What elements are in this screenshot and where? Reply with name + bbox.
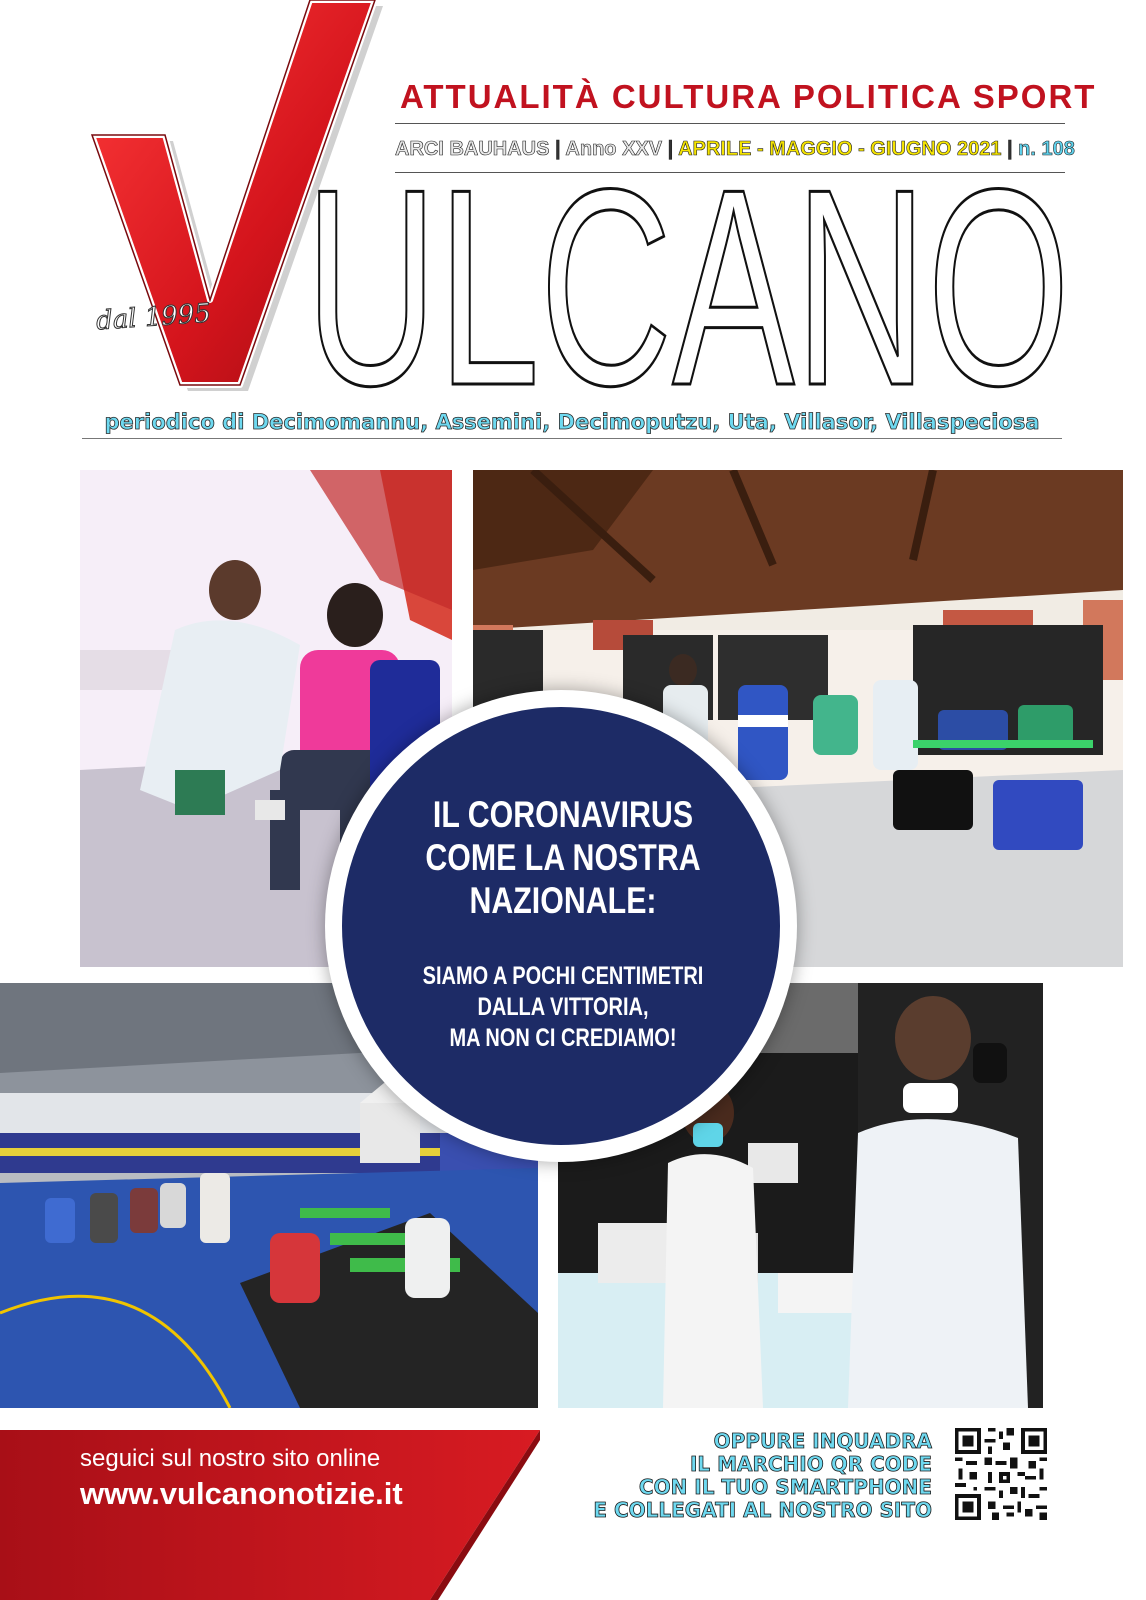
section-tagline: ATTUALITÀ CULTURA POLITICA SPORT: [400, 78, 1097, 115]
publisher-name: ARCI BAUHAUS: [395, 138, 550, 160]
headline-circle: [325, 690, 797, 1162]
issue-line: ARCI BAUHAUS | Anno XXV | APRILE - MAGGIO - GIUGNO 2021 | n. 108: [395, 138, 1075, 160]
since-1995-label: dal 1995: [95, 298, 212, 337]
masthead-rule-top: [395, 123, 1065, 124]
headline-circle-fill: [340, 705, 782, 1147]
subtitle-rule: [82, 438, 1062, 439]
issue-year: Anno XXV: [565, 138, 663, 160]
qr-instruction-line: CON IL TUO SMARTPHONE: [638, 1475, 932, 1499]
headline-line: IL CORONAVIRUS: [432, 794, 694, 835]
headline-subhead: [386, 961, 740, 1054]
headline-line: NAZIONALE:: [469, 880, 657, 921]
qr-instruction-line: IL MARCHIO QR CODE: [689, 1452, 932, 1476]
website-link[interactable]: www.vulcanonotizie.it: [80, 1476, 403, 1511]
vulcano-title: [305, 172, 1075, 402]
subhead-line: DALLA VITTORIA,: [477, 993, 649, 1021]
qr-instruction-line: OPPURE INQUADRA: [713, 1429, 932, 1453]
headline-line: COME LA NOSTRA: [425, 837, 701, 878]
issue-number: n. 108: [1018, 138, 1075, 160]
main-headline: [382, 793, 744, 922]
follow-us-label: seguici sul nostro sito online: [80, 1445, 381, 1472]
periodical-subtitle: periodico di Decimomannu, Assemini, Decimoputzu, Uta, Villasor, Villaspeciosa: [104, 410, 1040, 434]
qr-instruction-line: E COLLEGATI AL NOSTRO SITO: [593, 1498, 932, 1522]
subhead-line: SIAMO A POCHI CENTIMETRI: [422, 962, 704, 990]
qr-code[interactable]: [955, 1428, 1047, 1520]
title-text: ULCANO: [305, 172, 1070, 402]
qr-instructions: [530, 1430, 932, 1522]
subhead-line: MA NON CI CREDIAMO!: [449, 1024, 677, 1052]
issue-period: APRILE - MAGGIO - GIUGNO 2021: [678, 138, 1002, 160]
